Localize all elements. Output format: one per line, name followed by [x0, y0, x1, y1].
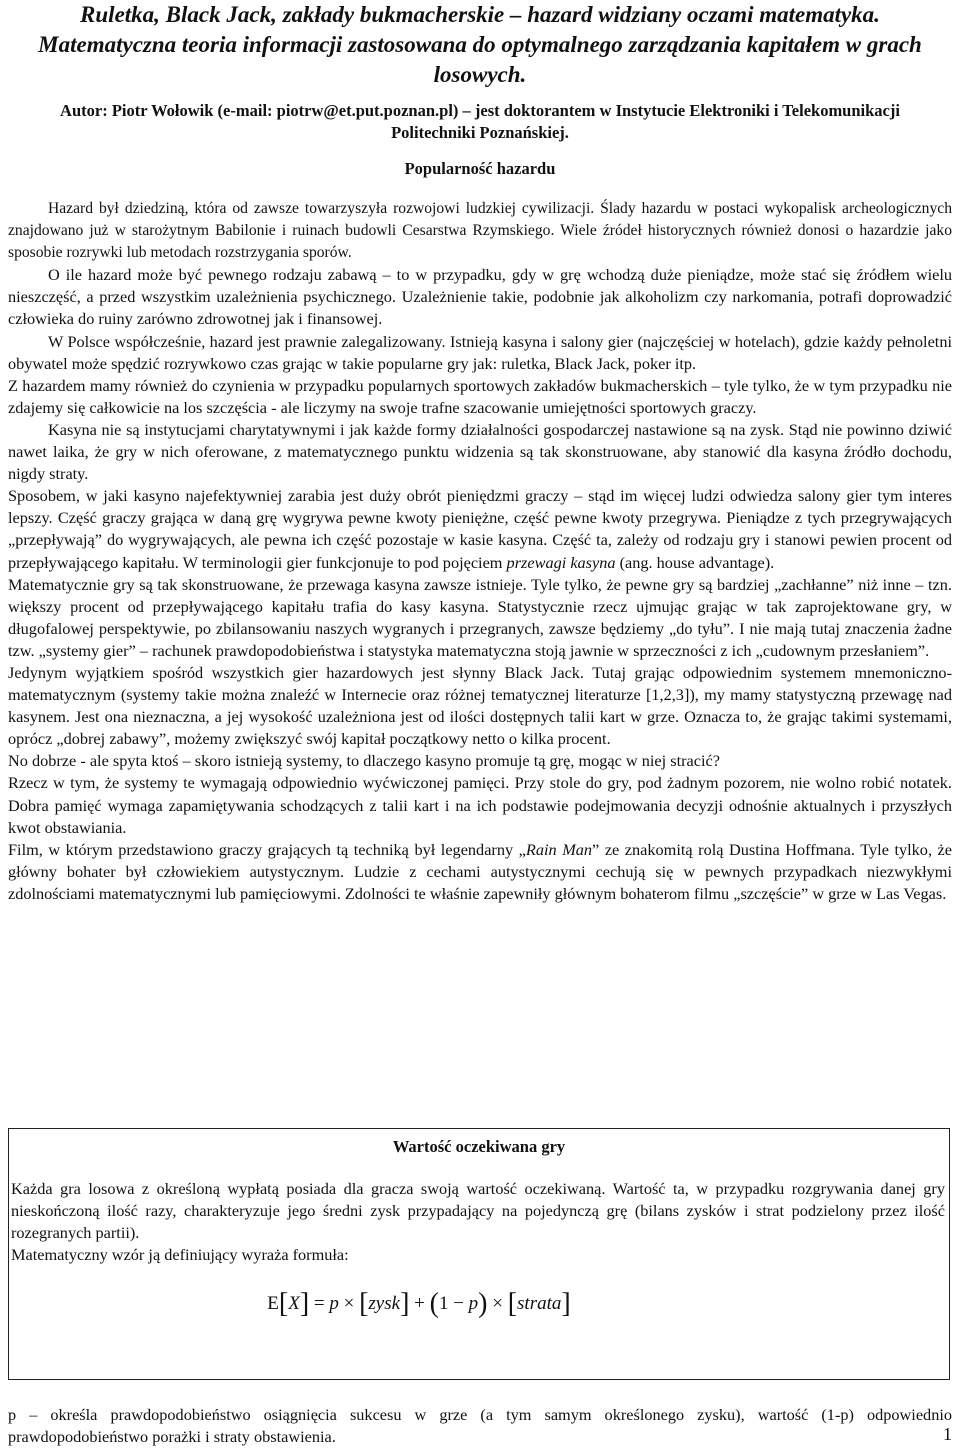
- title-line-1: Ruletka, Black Jack, zakłady bukmacherskie – hazard widziany oczami matematyka.: [80, 2, 880, 27]
- page-number: 1: [943, 1424, 952, 1444]
- probability-definition: p – określa prawdopodobieństwo osiągnięcia sukcesu w grze (a tym samym określonego zysku), wartość (1-p) odpowiednio prawdopodobieństwo porażki i straty obstawienia.: [8, 1405, 952, 1446]
- paragraph: Sposobem, w jaki kasyno najefektywniej zarabia jest duży obrót pieniędzmi graczy – stąd im więcej ludzi odwiedza salony gier tym interes lepszy. Część graczy grająca w daną grę wygrywa pewne kwoty pieniężne, część pewne kwoty przegrywa. Pieniądze z tych przegrywających „przepływają” do wygrywających, ale pewna ich część pozostaje w kasie kasyna. Część ta, zależy od rodzaju gry i stanowi pewien procent od przepływającego kapitału. W terminologii gier funkcjonuje to pod pojęciem przewagi kasyna (ang. house advantage).: [8, 486, 952, 572]
- paragraph: Kasyna nie są instytucjami charytatywnymi i jak każde formy działalności gospodarczej nastawione są na zysk. Stąd nie powinno dziwić nawet laika, że gry w nich oferowane, z matematycznego punktu widzenia są tak skonstruowane, aby stanowić dla kasyna źródło dochodu, nigdy straty.: [8, 419, 952, 484]
- expected-value-box: [8, 1128, 950, 1380]
- paragraph: No dobrze - ale spyta ktoś – skoro istnieją systemy, to dlaczego kasyno promuje tą grę, mogąc w niej stracić?: [8, 751, 720, 771]
- paragraph: Matematyczny wzór ją definiujący wyraża formuła:: [11, 1245, 349, 1264]
- emphasis: Rain Man: [525, 839, 593, 859]
- expected-value-formula: E[X] = p × [zysk] + (1 − p) × [strata]: [267, 1288, 571, 1319]
- paragraph: W Polsce współcześnie, hazard jest prawnie zalegalizowany. Istnieją kasyna i salony gier (najczęściej w hotelach), gdzie każdy pełnoletni obywatel może spędzić rozrywkowo czas grając w takie popularne gry jak: ruletka, Black Jack, poker itp.: [8, 331, 952, 373]
- title-line-2: Matematyczna teoria informacji zastosowana do optymalnego zarządzania kapitałem w grach losowych.: [38, 32, 922, 87]
- paragraph: Z hazardem mamy również do czynienia w przypadku popularnych sportowych zakładów bukmacherskich – tyle tylko, że w tym przypadku nie zdajemy się całkowicie na los szczęścia - ale liczymy na swoje trafne szacowanie umiejętności sportowych graczy.: [8, 375, 952, 417]
- paragraph: Rzecz w tym, że systemy te wymagają odpowiednio wyćwiczonej pamięci. Przy stole do gry, pod żadnym pozorem, nie wolno robić notatek. Dobra pamięć wymaga zapamiętywania schodzących z talii kart i na ich podstawie podejmowania decyzji odnośnie aktualnych i przyszłych kwot obstawiania.: [8, 773, 952, 837]
- section-heading-expected-value: Wartość oczekiwana gry: [392, 1137, 566, 1156]
- paragraph: Hazard był dziedziną, która od zawsze towarzyszyła rozwojowi ludzkiej cywilizacji. Ślady hazardu w postaci wykopalisk archeologicznych znajdowano już w starożytnym Babilonie i ruinach budowli Cesarstwa Rzymskiego. Wiele źródeł historycznych również donosi o hazardzie jako sposobie rozrywki lub metodach rozstrzygania sporów.: [8, 200, 952, 262]
- paragraph: Jedynym wyjątkiem spośród wszystkich gier hazardowych jest słynny Black Jack. Tutaj grając odpowiednim systemem mnemoniczno-matematycznym (systemy takie można znaleźć w Internecie oraz różnej tematycznej literaturze [1,2,3]), my mamy statystyczną przewagę nad kasynem. Jest ona nieznaczna, a jej wysokość uzależniona jest od ilości dostępnych talii kart w grze. Oznacza to, że grając takimi systemami, oprócz „dobrej zabawy”, możemy zwiększyć swój kapitał początkowy netto o kilka procent.: [8, 662, 952, 749]
- paragraph: O ile hazard może być pewnego rodzaju zabawą – to w przypadku, gdy w grę wchodzą duże pieniądze, może stać się źródłem wielu nieszczęść, a przed wszystkim uzależnienia psychicznego. Uzależnienie takie, podobnie jak alkoholizm czy narkomania, potrafi doprowadzić człowieka do ruiny zarówno zdrowotnej jak i finansowej.: [8, 265, 952, 329]
- section-body-popularity: [8, 198, 952, 905]
- section-heading-popularity: Popularność hazardu: [404, 159, 556, 178]
- author-line: Autor: Piotr Wołowik (e-mail: piotrw@et.put.poznan.pl) – jest doktorantem w Instytucie Elektroniki i Telekomunikacji Politechniki Poznańskiej.: [60, 101, 900, 142]
- document-title: [8, 0, 952, 90]
- document-page: [8, 0, 953, 1446]
- section-body-expected-value: [11, 1178, 945, 1266]
- paragraph: Matematycznie gry są tak skonstruowane, że przewaga kasyna zawsze istnieje. Tyle tylko, że pewne gry są bardziej „zachłanne” niż inne – tzn. większy procent od przepływającego kapitału trafia do kasy kasyna. Statystycznie rzecz ujmując grając w tak zaprojektowane gry, w długofalowej perspektywie, po zbilansowaniu naszych wygranych i przegranych, zawsze będziemy „do tyłu”. I nie mają tutaj znaczenia żadne tzw. „systemy gier” – rachunek prawdopodobieństwa i statystyka matematyczna stoją jawnie w sprzeczności z ich „cudownym przesłaniem”.: [8, 574, 952, 660]
- paragraph: Film, w którym przedstawiono graczy grających tą techniką był legendarny „Rain Man” ze znakomitą rolą Dustina Hoffmana. Tyle tylko, że główny bohater był człowiekiem autystycznym. Ludzie z cechami autystycznymi cechują się w pewnych przypadkach niezwykłymi zdolnościami matematycznymi lub pamięciowymi. Zdolności te właśnie zapewniły głównym bohaterom filmu „szczęście” w grze w Las Vegas.: [8, 839, 953, 903]
- emphasis: przewagi kasyna: [506, 552, 616, 572]
- paragraph: Każda gra losowa z określoną wypłatą posiada dla gracza swoją wartość oczekiwaną. Wartość ta, w przypadku rozgrywania danej gry nieskończoną ilość razy, charakteryzuje jego średni zysk przypadający na pojedynczą grę (bilans zysków i strat podzielony przez ilość rozegranych partii).: [11, 1179, 945, 1242]
